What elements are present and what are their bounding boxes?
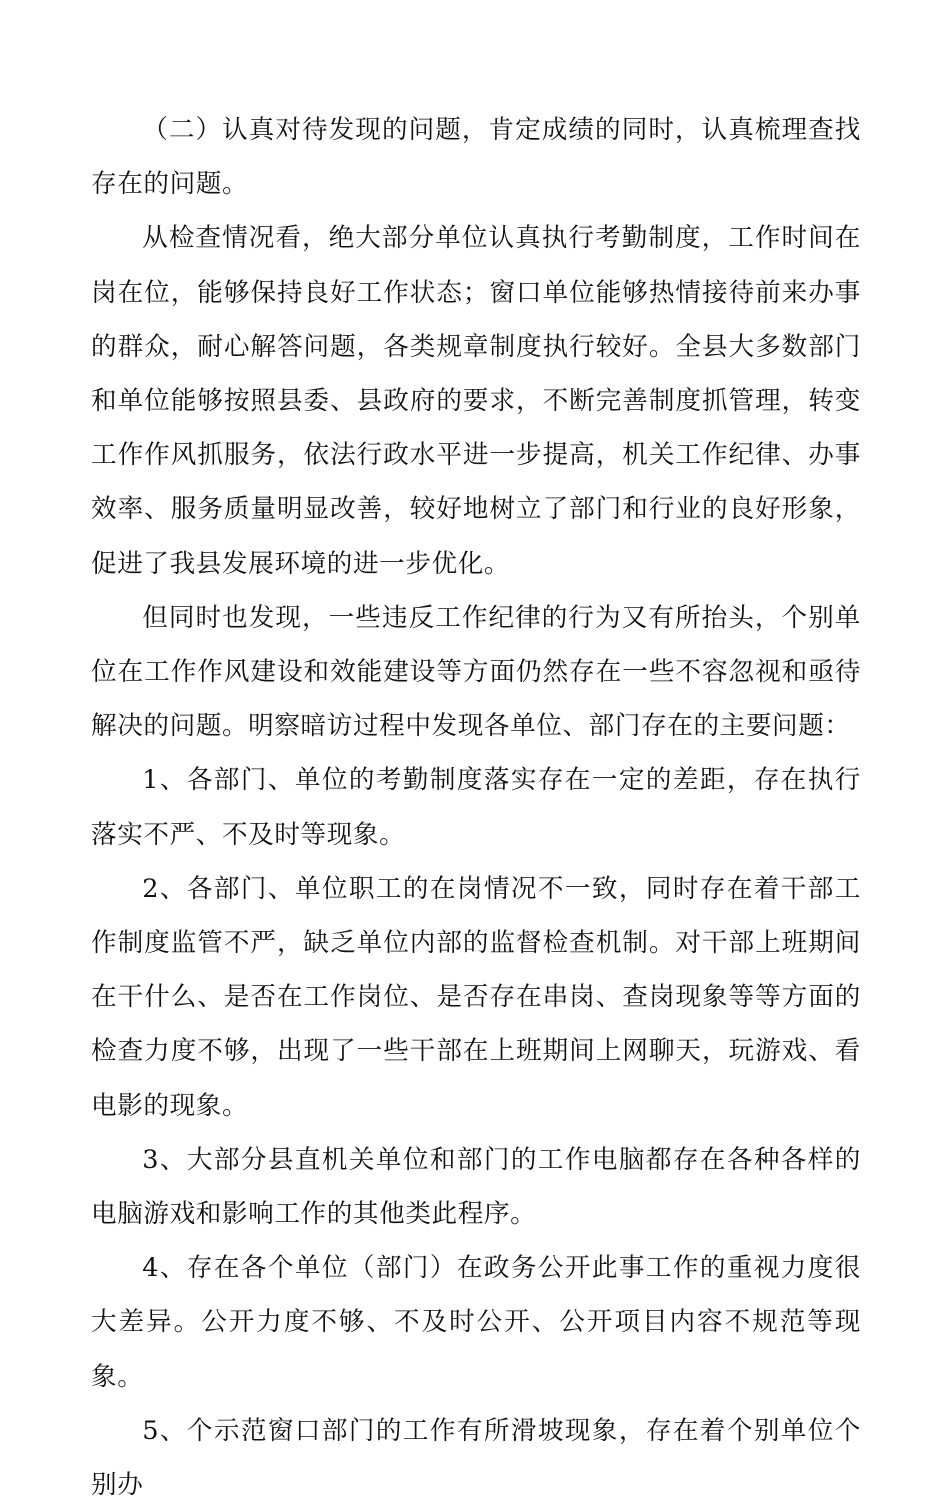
paragraph-problem-4: 4、存在各个单位（部门）在政务公开此事工作的重视力度很大差异。公开力度不够、不及时公开、公开项目内容不规范等现象。 bbox=[91, 1253, 861, 1392]
document-body bbox=[91, 103, 861, 1512]
paragraph-problem-3: 3、大部分县直机关单位和部门的工作电脑都存在各种各样的电脑游戏和影响工作的其他类此程序。 bbox=[91, 1144, 861, 1230]
paragraph-problems-intro: 但同时也发现，一些违反工作纪律的行为又有所抬头，个别单位在工作作风建设和效能建设等方面仍然存在一些不容忽视和亟待解决的问题。明察暗访过程中发现各单位、部门存在的主要问题： bbox=[91, 602, 861, 742]
paragraph-section-heading: （二）认真对待发现的问题，肯定成绩的同时，认真梳理查找存在的问题。 bbox=[91, 115, 861, 200]
paragraph-problem-2: 2、各部门、单位职工的在岗情况不一致，同时存在着干部工作制度监管不严，缺乏单位内部的监督检查机制。对干部上班期间在干什么、是否在工作岗位、是否存在串岗、查岗现象等等方面的检查力度不够，出现了一些干部在上班期间上网聊天，玩游戏、看电影的现象。 bbox=[91, 873, 861, 1121]
paragraph-inspection-overview: 从检查情况看，绝大部分单位认真执行考勤制度，工作时间在岗在位，能够保持良好工作状态；窗口单位能够热情接待前来办事的群众，耐心解答问题，各类规章制度执行较好。全县大多数部门和单位能够按照县委、县政府的要求，不断完善制度抓管理，转变工作作风抓服务，依法行政水平进一步提高，机关工作纪律、办事效率、服务质量明显改善，较好地树立了部门和行业的良好形象，促进了我县发展环境的进一步优化。 bbox=[91, 223, 861, 579]
paragraph-problem-5: 5、个示范窗口部门的工作有所滑坡现象，存在着个别单位个别办 bbox=[91, 1415, 861, 1501]
paragraph-problem-1: 1、各部门、单位的考勤制度落实存在一定的差距，存在执行落实不严、不及时等现象。 bbox=[91, 765, 861, 850]
